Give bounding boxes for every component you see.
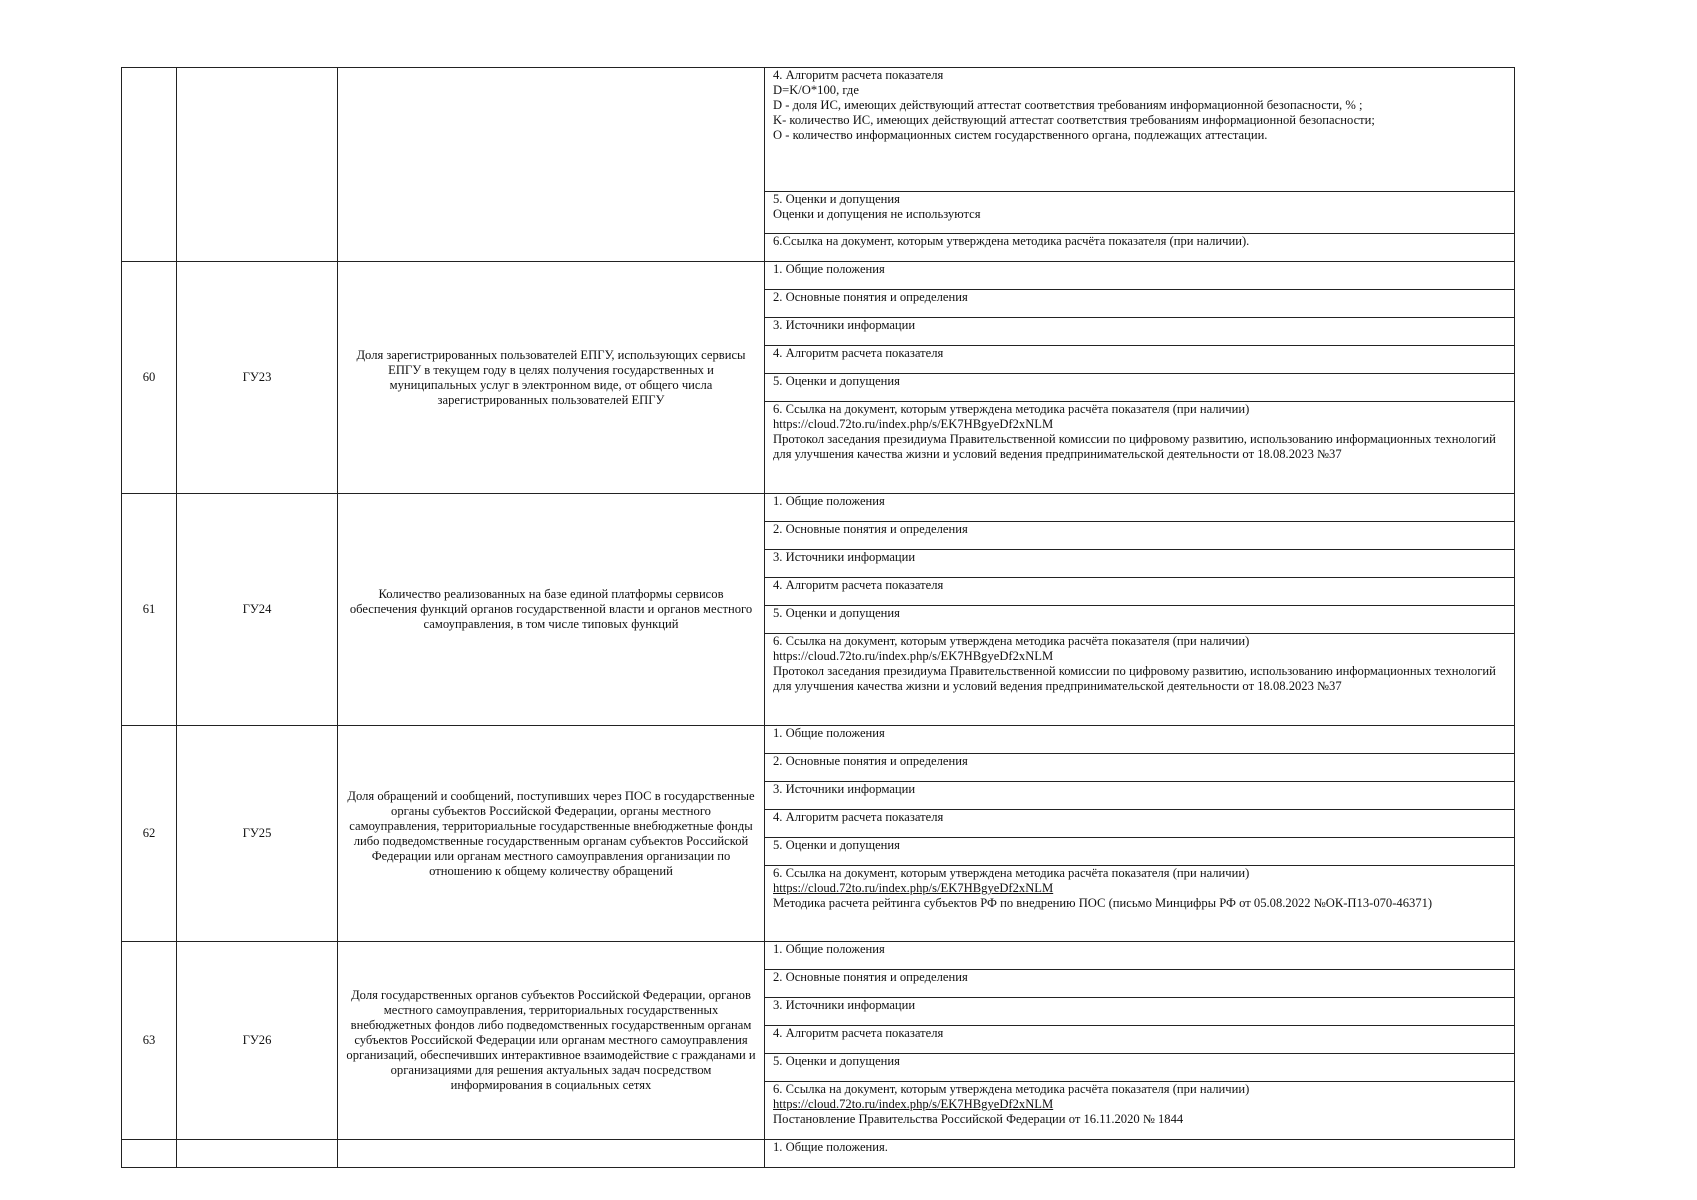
methodology-line: О - количество информационных систем государственного органа, подлежащих аттестации. [773,128,1268,142]
indicator-code: ГУ26 [177,942,338,1140]
methodology-line: 6. Ссылка на документ, которым утверждена методика расчёта показателя (при наличии) [773,1082,1250,1096]
methodology-item [765,1082,1515,1140]
methodology-item [765,1140,1515,1168]
indicator-code: ГУ24 [177,494,338,726]
methodology-item [765,290,1515,318]
methodology-item [765,402,1515,494]
indicator-name: Доля зарегистрированных пользователей ЕПГУ, использующих сервисы ЕПГУ в текущем году в целях получения государственных и муниципальных услуг в электронном виде, от общего числа зарегистрированных пользователей ЕПГУ [338,262,765,494]
document-link[interactable]: https://cloud.72to.ru/index.php/s/EK7HBgyeDf2xNLM [773,417,1054,431]
methodology-line: D=K/O*100, где [773,83,859,97]
row-number: 63 [122,942,177,1140]
methodology-line: 6.Ссылка на документ, которым утверждена методика расчёта показателя (при наличии). [773,234,1250,248]
indicator-name: Доля государственных органов субъектов Российской Федерации, органов местного самоуправления, территориальных государственных внебюджетных фондов либо подведомственных государственным органам субъектов Российской Федерации или органам местного самоуправления организаций, обеспечивших интерактивное взаимодействие с гражданами и организациями для решения актуальных задач посредством информирования в социальных сетях [338,942,765,1140]
methodology-item [765,970,1515,998]
methodology-line: 2. Основные понятия и определения [773,754,968,768]
document-link[interactable]: https://cloud.72to.ru/index.php/s/EK7HBgyeDf2xNLM [773,1097,1054,1111]
methodology-item [765,494,1515,522]
methodology-line: 6. Ссылка на документ, которым утверждена методика расчёта показателя (при наличии) [773,634,1250,648]
row-number [122,68,177,262]
methodology-item [765,522,1515,550]
row-number: 61 [122,494,177,726]
methodology-line: 1. Общие положения [773,262,885,276]
methodology-line: 2. Основные понятия и определения [773,970,968,984]
methodology-item [765,606,1515,634]
methodology-line: 4. Алгоритм расчета показателя [773,68,944,82]
methodology-line: 5. Оценки и допущения [773,374,900,388]
methodology-item [765,234,1515,262]
methodology-item [765,346,1515,374]
methodology-line: 1. Общие положения. [773,1140,888,1154]
methodology-item [765,68,1515,192]
table-row [122,1140,1515,1168]
methodology-item [765,838,1515,866]
methodology-line: 4. Алгоритм расчета показателя [773,1026,944,1040]
indicator-name [338,1140,765,1168]
methodology-line: 2. Основные понятия и определения [773,522,968,536]
indicator-code [177,1140,338,1168]
indicator-name [338,68,765,262]
methodology-line: 4. Алгоритм расчета показателя [773,810,944,824]
methodology-line: 4. Алгоритм расчета показателя [773,578,944,592]
methodology-line: 3. Источники информации [773,318,916,332]
methodology-line: Методика расчета рейтинга субъектов РФ по внедрению ПОС (письмо Минцифры РФ от 05.08.2022 №ОК-П13-070-46371) [773,896,1433,910]
methodology-item [765,1054,1515,1082]
methodology-line: 2. Основные понятия и определения [773,290,968,304]
row-number: 60 [122,262,177,494]
methodology-line: 5. Оценки и допущения [773,192,900,206]
row-number [122,1140,177,1168]
methodology-line: 5. Оценки и допущения [773,1054,900,1068]
methodology-item [765,550,1515,578]
methodology-line: Постановление Правительства Российской Федерации от 16.11.2020 № 1844 [773,1112,1184,1126]
methodology-line: 6. Ссылка на документ, которым утверждена методика расчёта показателя (при наличии) [773,866,1250,880]
document-page [121,67,1515,1168]
methodology-line: Протокол заседания президиума Правительственной комиссии по цифровому развитию, использованию информационных технологий для улучшения качества жизни и условий ведения предпринимательской деятельности от 18.08.2023 №37 [773,664,1496,693]
methodology-line: 1. Общие положения [773,494,885,508]
methodology-item [765,810,1515,838]
methodology-line: 3. Источники информации [773,550,916,564]
document-link[interactable]: https://cloud.72to.ru/index.php/s/EK7HBgyeDf2xNLM [773,649,1054,663]
methodology-line: 4. Алгоритм расчета показателя [773,346,944,360]
methodology-table [121,67,1515,1168]
methodology-line: D - доля ИС, имеющих действующий аттестат соответствия требованиям информационной безопасности, % ; [773,98,1363,112]
indicator-code: ГУ25 [177,726,338,942]
methodology-line: 1. Общие положения [773,942,885,956]
methodology-line: 3. Источники информации [773,998,916,1012]
methodology-line: K- количество ИС, имеющих действующий аттестат соответствия требованиям информационной безопасности; [773,113,1375,127]
methodology-item [765,318,1515,346]
methodology-item [765,782,1515,810]
table-row [122,726,1515,754]
methodology-item [765,866,1515,942]
methodology-item [765,1026,1515,1054]
methodology-line: 1. Общие положения [773,726,885,740]
methodology-item [765,726,1515,754]
methodology-line: 5. Оценки и допущения [773,606,900,620]
table-row [122,494,1515,522]
row-number: 62 [122,726,177,942]
methodology-line: 6. Ссылка на документ, которым утверждена методика расчёта показателя (при наличии) [773,402,1250,416]
methodology-line: Протокол заседания президиума Правительственной комиссии по цифровому развитию, использованию информационных технологий для улучшения качества жизни и условий ведения предпринимательской деятельности от 18.08.2023 №37 [773,432,1496,461]
table-body [122,68,1515,1168]
document-link[interactable]: https://cloud.72to.ru/index.php/s/EK7HBgyeDf2xNLM [773,881,1054,895]
methodology-line: 3. Источники информации [773,782,916,796]
table-row [122,262,1515,290]
methodology-item [765,192,1515,234]
indicator-name: Доля обращений и сообщений, поступивших через ПОС в государственные органы субъектов Российской Федерации, органы местного самоуправления, территориальные государственные внебюджетные фонды либо подведомственные государственным органам субъектов Российской Федерации или органам местного самоуправления организации по отношению к общему количеству обращений [338,726,765,942]
methodology-item [765,374,1515,402]
methodology-item [765,578,1515,606]
indicator-code: ГУ23 [177,262,338,494]
table-row [122,68,1515,192]
methodology-line: Оценки и допущения не используются [773,207,981,221]
methodology-line: 5. Оценки и допущения [773,838,900,852]
indicator-name: Количество реализованных на базе единой платформы сервисов обеспечения функций органов государственной власти и органов местного самоуправления, в том числе типовых функций [338,494,765,726]
indicator-code [177,68,338,262]
methodology-item [765,754,1515,782]
methodology-item [765,998,1515,1026]
methodology-item [765,634,1515,726]
methodology-item [765,942,1515,970]
methodology-item [765,262,1515,290]
table-row [122,942,1515,970]
